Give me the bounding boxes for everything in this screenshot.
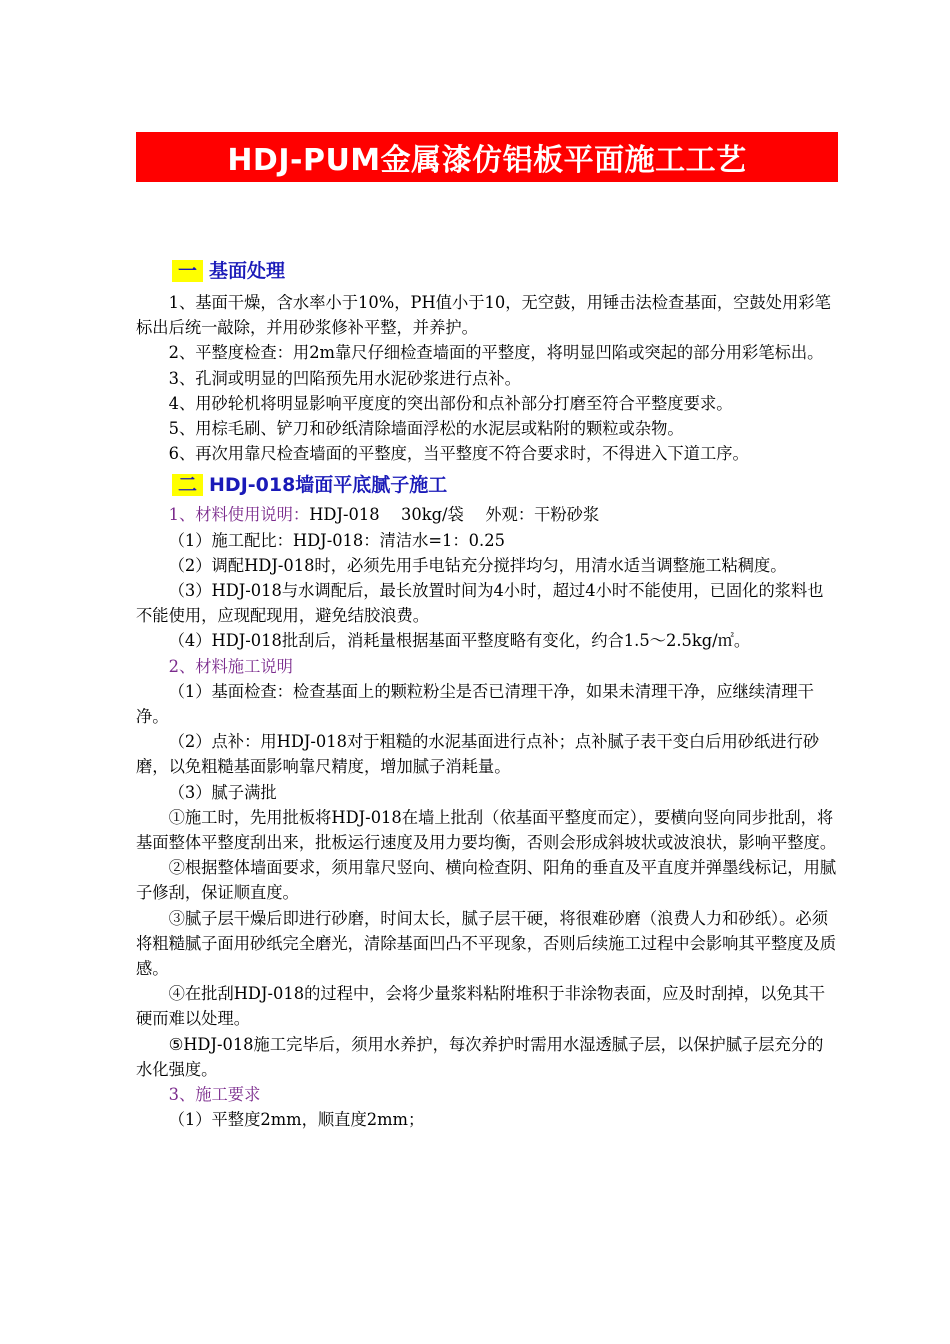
- paragraph: ①施工时，先用批板将HDJ-018在墙上批刮（依基面平整度而定），要横向竖向同步批刮，将基面整体平整度刮出来，批板运行速度及用力要均衡，否则会形成斜坡状或波浪状，影响平整度。: [136, 807, 837, 853]
- section-heading-1: [136, 256, 838, 286]
- subsection-label: 3、施工要求: [168, 1085, 261, 1105]
- paragraph: 6、再次用靠尺检查墙面的平整度，当平整度不符合要求时，不得进入下道工序。: [168, 444, 749, 464]
- paragraph: （2）调配HDJ-018时，必须先用手电钻充分搅拌均匀，用清水适当调整施工粘稠度。: [168, 555, 787, 575]
- paragraph: （3）腻子满批: [168, 782, 277, 802]
- section-title: 基面处理: [209, 260, 286, 282]
- paragraph: ②根据整体墙面要求，须用靠尺竖向、横向检查阴、阳角的垂直及平直度并弹墨线标记，用腻子修刮，保证顺直度。: [136, 858, 837, 903]
- title-banner: [136, 132, 838, 182]
- document-body: [136, 256, 838, 1133]
- section-number: 一: [172, 260, 203, 282]
- paragraph: （3）HDJ-018与水调配后，最长放置时间为4小时，超过4小时不能使用，已固化的浆料也不能使用，应现配现用，避免结胶浪费。: [136, 581, 824, 626]
- paragraph: （1）基面检查：检查基面上的颗粒粉尘是否已清理干净，如果未清理干净，应继续清理干净。: [136, 681, 814, 727]
- paragraph: （1）施工配比：HDJ-018：清洁水=1：0.25: [168, 530, 505, 550]
- paragraph: 1、基面干燥，含水率小于10%，PH值小于10，无空鼓，用锤击法检查基面，空鼓处用彩笔标出后统一敲除，并用砂浆修补平整，并养护。: [136, 293, 831, 338]
- paragraph: ⑤HDJ-018施工完毕后，须用水养护，每次养护时需用水湿透腻子层，以保护腻子层充分的水化强度。: [136, 1034, 824, 1079]
- paragraph: （1）平整度2mm，顺直度2mm；: [168, 1110, 425, 1130]
- paragraph: ③腻子层干燥后即进行砂磨，时间太长，腻子层干硬，将很难砂磨（浪费人力和砂纸）。必须将粗糙腻子面用砂纸完全磨光，清除基面凹凸不平现象，否则后续施工过程中会影响其平整度及质感。: [136, 908, 837, 979]
- subsection-label: 1、材料使用说明：: [168, 505, 310, 525]
- subsection-text: HDJ-018 30kg/袋 外观：干粉砂浆: [309, 505, 600, 525]
- section-number: 二: [172, 474, 203, 496]
- section-heading-2: [136, 470, 838, 500]
- page-title: HDJ-PUM金属漆仿铝板平面施工工艺: [227, 143, 747, 178]
- paragraph: 4、用砂轮机将明显影响平度度的突出部份和点补部分打磨至符合平整度要求。: [168, 393, 733, 413]
- paragraph: ④在批刮HDJ-018的过程中，会将少量浆料粘附堆积于非涂物表面，应及时刮掉，以免其干硬而难以处理。: [136, 984, 826, 1029]
- paragraph: 3、孔洞或明显的凹陷预先用水泥砂浆进行点补。: [168, 368, 521, 388]
- paragraph: 5、用棕毛刷、铲刀和砂纸清除墙面浮松的水泥层或粘附的颗粒或杂物。: [168, 419, 684, 439]
- paragraph: （2）点补：用HDJ-018对于粗糙的水泥基面进行点补；点补腻子表干变白后用砂纸进行砂磨，以免粗糙基面影响靠尺精度，增加腻子消耗量。: [136, 732, 820, 777]
- section-title: HDJ-018墙面平底腻子施工: [209, 474, 448, 497]
- paragraph: 2、平整度检查：用2m靠尺仔细检查墙面的平整度，将明显凹陷或突起的部分用彩笔标出。: [168, 343, 824, 363]
- paragraph: （4）HDJ-018批刮后，消耗量根据基面平整度略有变化，约合1.5～2.5kg/㎡。: [168, 631, 751, 651]
- subsection-line: [136, 502, 838, 527]
- subsection-label: 2、材料施工说明: [168, 656, 293, 676]
